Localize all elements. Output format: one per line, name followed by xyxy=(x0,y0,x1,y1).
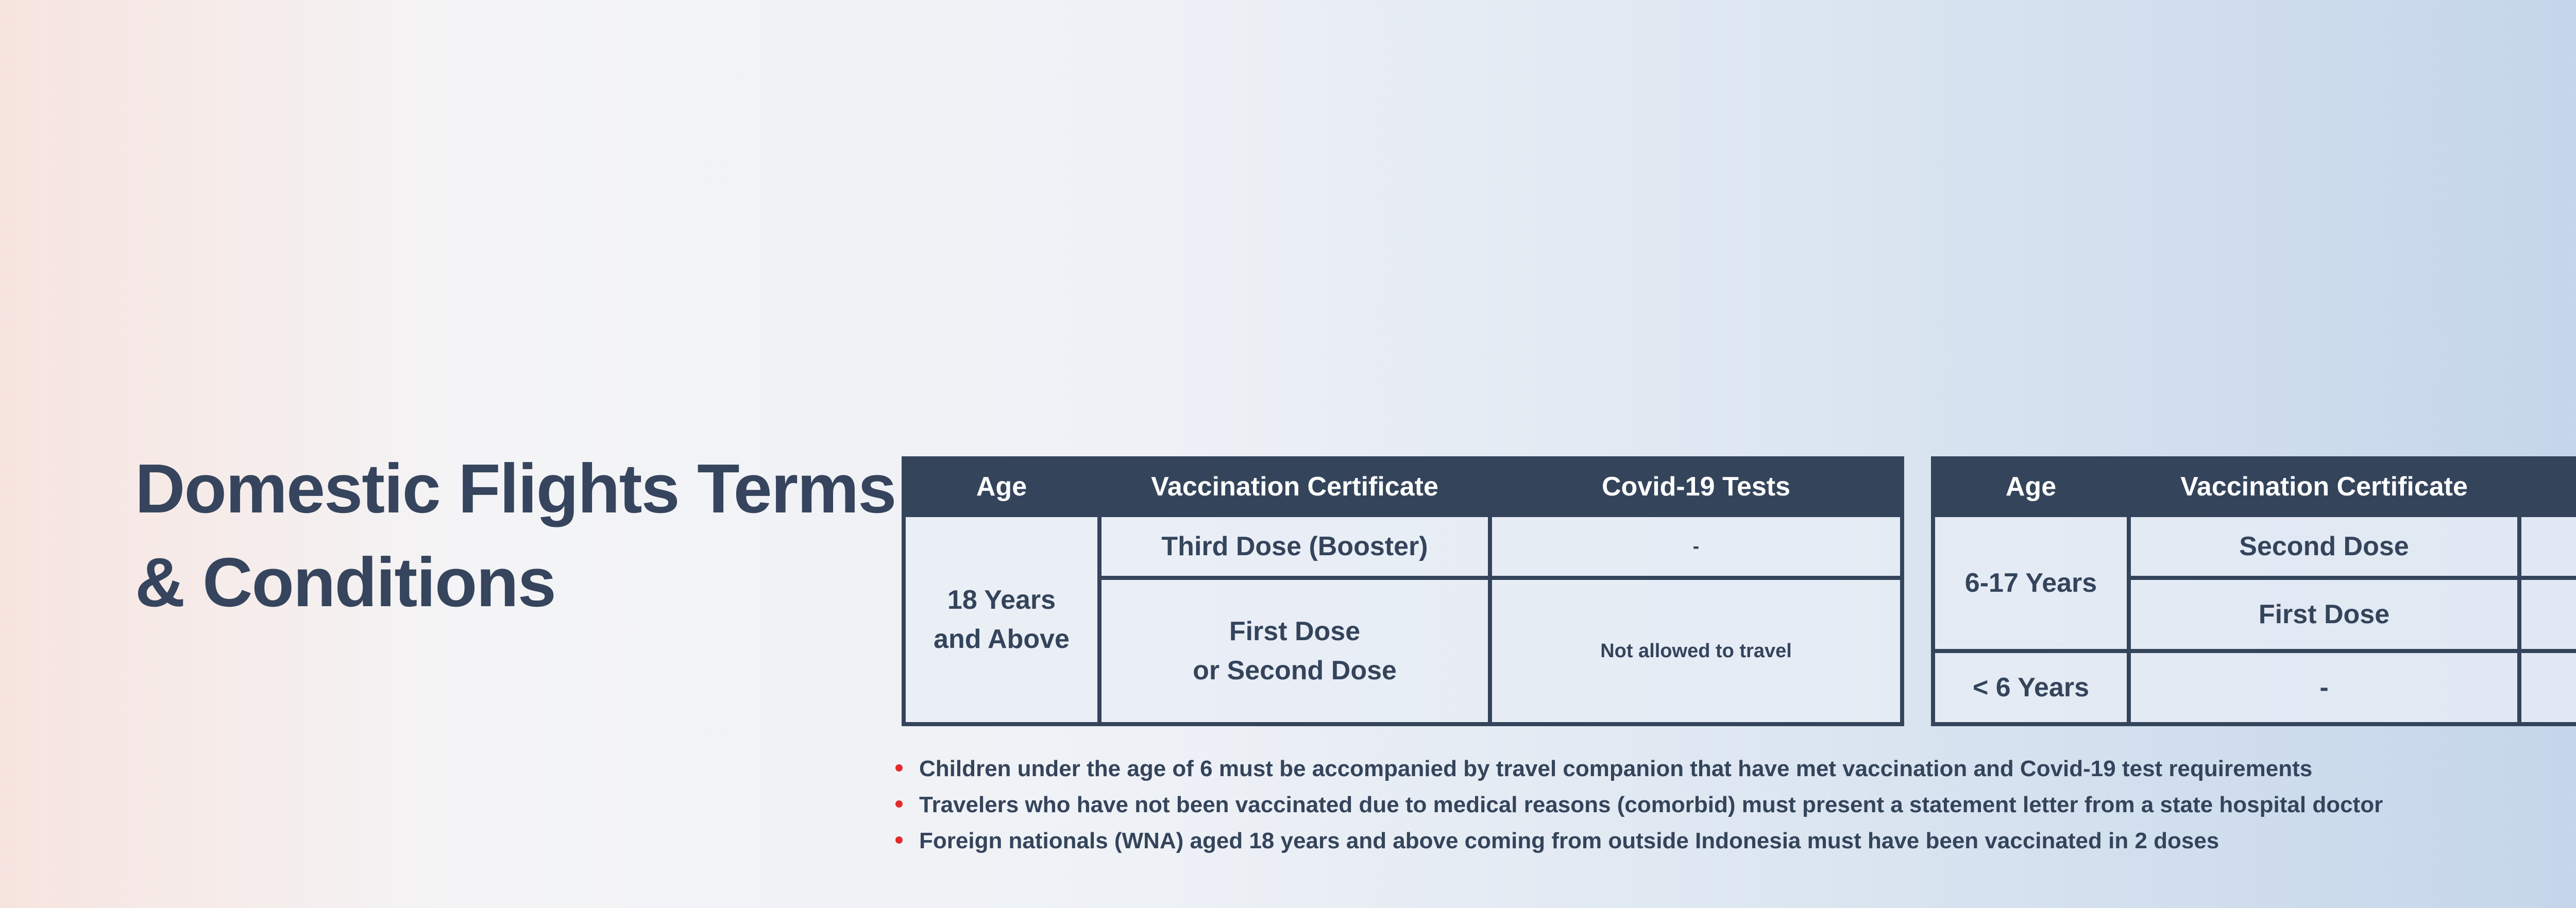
adult-requirements-table xyxy=(902,456,1904,726)
age-cell-18-and-above xyxy=(904,515,1099,724)
page-title-line-1: Domestic Flights Terms xyxy=(135,450,896,527)
header-age: Age xyxy=(904,458,1099,515)
test-cell: Not allowed to travel xyxy=(1490,578,1902,724)
age-cell-under-6: < 6 Years xyxy=(1933,651,2129,724)
notes-list xyxy=(893,751,2383,859)
youth-requirements-table xyxy=(1931,456,2576,726)
note-text: Foreign nationals (WNA) aged 18 years and above coming from outside Indonesia must have been vaccinated in 2 doses xyxy=(919,828,2219,853)
table-header-row xyxy=(1933,458,2576,515)
list-item xyxy=(893,823,2383,859)
page-title-line-2: & Conditions xyxy=(135,543,555,621)
table-row xyxy=(904,515,1902,578)
list-item xyxy=(893,751,2383,787)
test-cell xyxy=(2519,651,2576,724)
certificate-line-1: First Dose xyxy=(1229,616,1361,646)
test-cell: - xyxy=(1490,515,1902,578)
note-text: Travelers who have not been vaccinated due to medical reasons (comorbid) must present a statement letter from a state hospital doctor xyxy=(919,792,2383,817)
header-covid-tests: Covid-19 Tests xyxy=(1490,458,1902,515)
header-vaccination-certificate: Vaccination Certificate xyxy=(1099,458,1490,515)
age-label: 18 Years and Above xyxy=(934,585,1070,654)
airplane-illustration xyxy=(2499,227,2576,391)
table-header-row xyxy=(904,458,1902,515)
bullet-icon xyxy=(895,800,903,808)
certificate-cell: First Dose xyxy=(2129,578,2519,651)
test-cell xyxy=(2519,515,2576,578)
bullet-icon xyxy=(895,836,903,844)
header-vaccination-certificate: Vaccination Certificate xyxy=(2129,458,2519,515)
note-text: Children under the age of 6 must be accompanied by travel companion that have met vaccination and Covid-19 test requirements xyxy=(919,756,2313,781)
age-cell-6-17: 6-17 Years xyxy=(1933,515,2129,651)
test-cell xyxy=(2519,578,2576,651)
table-row xyxy=(1933,515,2576,578)
certificate-cell xyxy=(1099,578,1490,724)
header-covid-tests xyxy=(2519,458,2576,515)
certificate-line-2: or Second Dose xyxy=(1193,656,1397,686)
header-age: Age xyxy=(1933,458,2129,515)
bullet-icon xyxy=(895,764,903,772)
certificate-cell: Second Dose xyxy=(2129,515,2519,578)
certificate-cell: Third Dose (Booster) xyxy=(1099,515,1490,578)
table-row xyxy=(1933,651,2576,724)
list-item xyxy=(893,787,2383,823)
certificate-cell: - xyxy=(2129,651,2519,724)
page-title xyxy=(135,442,895,629)
